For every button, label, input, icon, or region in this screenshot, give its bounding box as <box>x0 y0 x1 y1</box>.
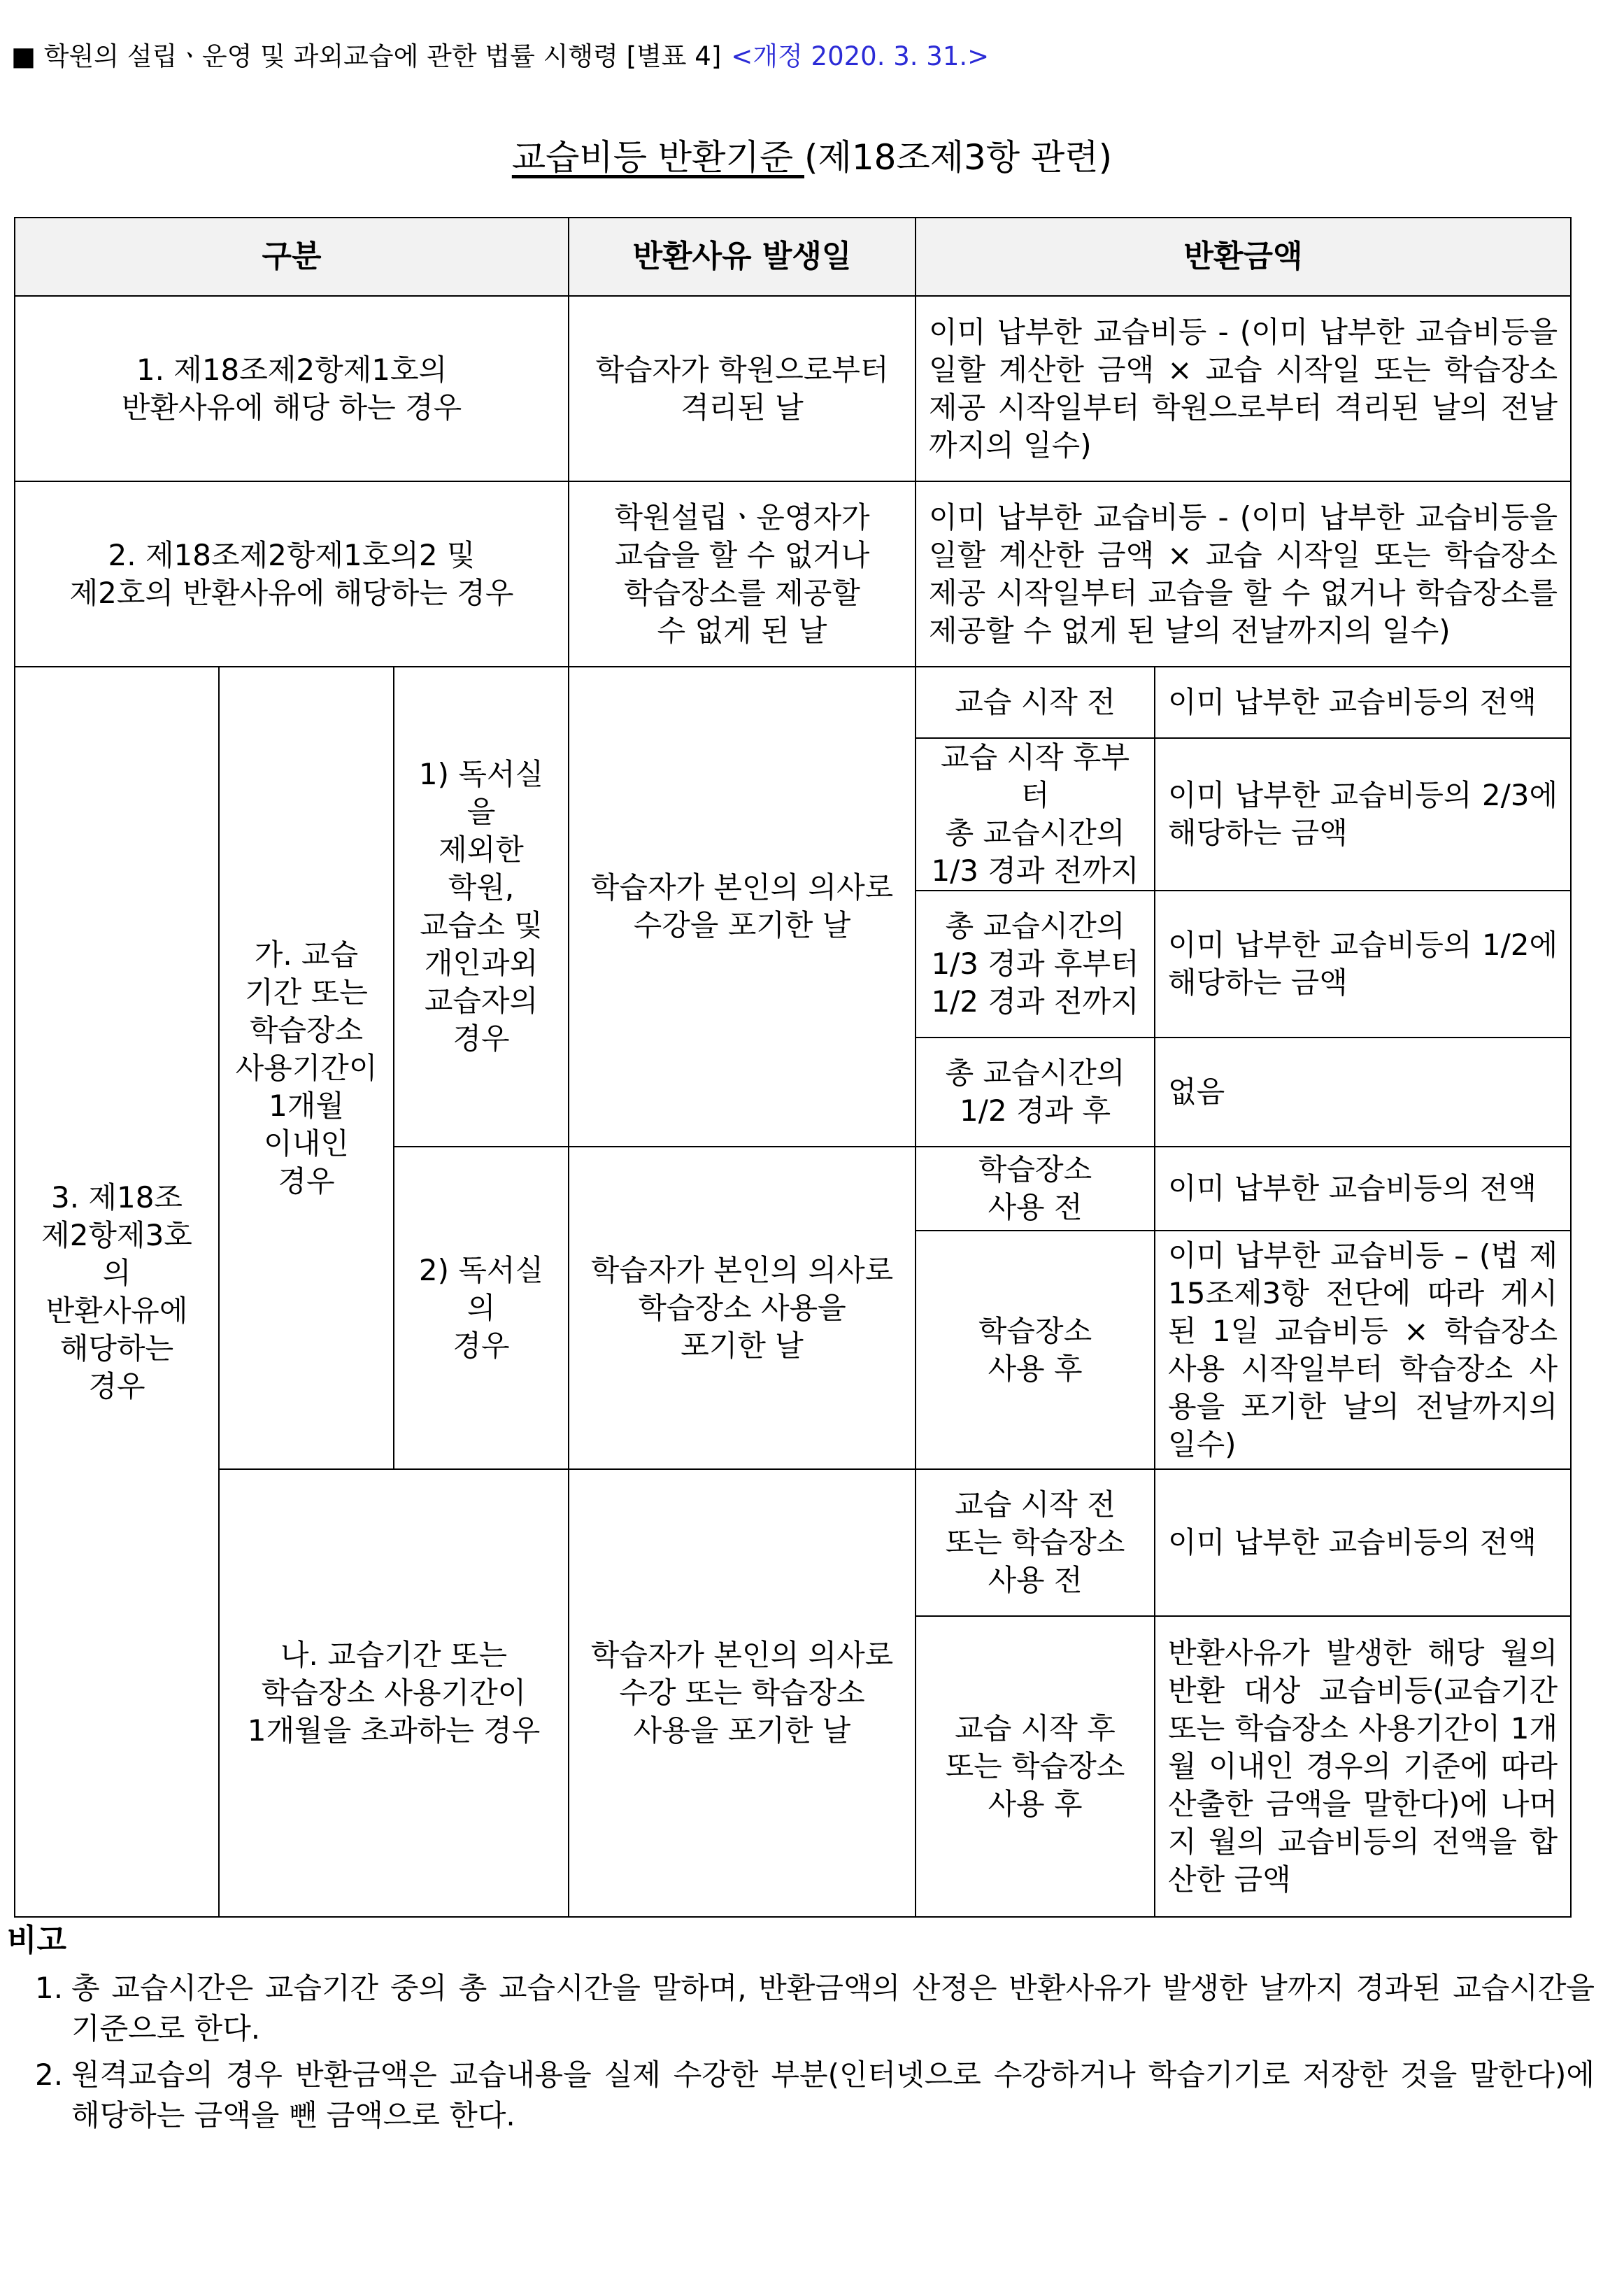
title-main: 교습비등 반환기준 <box>511 137 805 178</box>
amount-cell: 이미 납부한 교습비등의 전액 <box>1155 1469 1571 1616</box>
table-row <box>15 296 1571 481</box>
period-cell: 총 교습시간의 1/2 경과 후 <box>916 1038 1155 1147</box>
table-row <box>15 667 1571 738</box>
document-header <box>11 38 989 76</box>
header-law-title: ■ 학원의 설립ㆍ운영 및 과외교습에 관한 법률 시행령 [별표 4] <box>11 41 722 71</box>
row2-amount: 이미 납부한 교습비등 - (이미 납부한 교습비등을 일할 계산한 금액 × 교습 시작일 또는 학습장소 제공 시작일부터 교습을 할 수 없거나 학습장소를 제공할 수 없게 된 날의 전날까지의 일수) <box>916 481 1571 667</box>
row1-amount: 이미 납부한 교습비등 - (이미 납부한 교습비등을 일할 계산한 금액 × 교습 시작일 또는 학습장소 제공 시작일부터 학원으로부터 격리된 날의 전날까지의 일수) <box>916 296 1571 481</box>
row3-ga-sub1-date: 학습자가 본인의 의사로 수강을 포기한 날 <box>569 667 916 1147</box>
row3-ga-label: 가. 교습 기간 또는 학습장소 사용기간이 1개월 이내인 경우 <box>219 667 394 1469</box>
amount-cell: 이미 납부한 교습비등의 2/3에 해당하는 금액 <box>1155 738 1571 891</box>
amount-cell: 이미 납부한 교습비등 – (법 제15조제3항 전단에 따라 게시된 1일 교습비등 × 학습장소 사용 시작일부터 학습장소 사용을 포기한 날의 전날까지의 일수) <box>1155 1231 1571 1469</box>
table-row <box>15 1469 1571 1616</box>
period-cell: 총 교습시간의 1/3 경과 후부터 1/2 경과 전까지 <box>916 891 1155 1038</box>
remarks-section <box>7 1920 1595 2141</box>
row1-date: 학습자가 학원으로부터 격리된 날 <box>569 296 916 481</box>
table-header-row <box>15 218 1571 296</box>
amount-cell: 이미 납부한 교습비등의 전액 <box>1155 1147 1571 1231</box>
remark-text: 원격교습의 경우 반환금액은 교습내용을 실제 수강한 부분(인터넷으로 수강하거나 학습기기로 저장한 것을 말한다)에 해당하는 금액을 뺀 금액으로 한다. <box>71 2058 1595 2132</box>
remark-item <box>7 2055 1595 2136</box>
row2-date: 학원설립ㆍ운영자가 교습을 할 수 없거나 학습장소를 제공할 수 없게 된 날 <box>569 481 916 667</box>
row3-na-date: 학습자가 본인의 의사로 수강 또는 학습장소 사용을 포기한 날 <box>569 1469 916 1917</box>
row3-na-label: 나. 교습기간 또는 학습장소 사용기간이 1개월을 초과하는 경우 <box>219 1469 569 1917</box>
row2-category: 2. 제18조제2항제1호의2 및 제2호의 반환사유에 해당하는 경우 <box>15 481 569 667</box>
amount-cell: 이미 납부한 교습비등의 전액 <box>1155 667 1571 738</box>
header-amount: 반환금액 <box>916 218 1571 296</box>
period-cell: 교습 시작 후부터 총 교습시간의 1/3 경과 전까지 <box>916 738 1155 891</box>
refund-criteria-table <box>14 217 1572 1918</box>
row3-ga-sub1-label: 1) 독서실을 제외한 학원, 교습소 및 개인과외 교습자의 경우 <box>394 667 569 1147</box>
period-cell: 교습 시작 전 <box>916 667 1155 738</box>
header-category: 구분 <box>15 218 569 296</box>
period-cell: 학습장소 사용 전 <box>916 1147 1155 1231</box>
period-cell: 교습 시작 전 또는 학습장소 사용 전 <box>916 1469 1155 1616</box>
title-sub: (제18조제3항 관련) <box>804 137 1113 178</box>
row3-ga-sub2-date: 학습자가 본인의 의사로 학습장소 사용을 포기한 날 <box>569 1147 916 1469</box>
header-date: 반환사유 발생일 <box>569 218 916 296</box>
remarks-title: 비고 <box>7 1923 67 1958</box>
period-cell: 교습 시작 후 또는 학습장소 사용 후 <box>916 1616 1155 1917</box>
remark-item <box>7 1968 1595 2049</box>
document-title <box>0 133 1624 182</box>
remark-number: 2. <box>35 2058 64 2092</box>
remark-text: 총 교습시간은 교습기간 중의 총 교습시간을 말하며, 반환금액의 산정은 반환사유가 발생한 날까지 경과된 교습시간을 기준으로 한다. <box>71 1971 1595 2046</box>
remark-number: 1. <box>35 1971 64 2005</box>
row1-category: 1. 제18조제2항제1호의 반환사유에 해당 하는 경우 <box>15 296 569 481</box>
amount-cell: 이미 납부한 교습비등의 1/2에 해당하는 금액 <box>1155 891 1571 1038</box>
table-row <box>15 481 1571 667</box>
row3-category: 3. 제18조 제2항제3호의 반환사유에 해당하는 경우 <box>15 667 219 1917</box>
period-cell: 학습장소 사용 후 <box>916 1231 1155 1469</box>
row3-ga-sub2-label: 2) 독서실의 경우 <box>394 1147 569 1469</box>
amount-cell: 반환사유가 발생한 해당 월의 반환 대상 교습비등(교습기간 또는 학습장소 사용기간이 1개월 이내인 경우의 기준에 따라 산출한 금액을 말한다)에 나머지 월의 교습비등의 전액을 합산한 금액 <box>1155 1616 1571 1917</box>
amount-cell: 없음 <box>1155 1038 1571 1147</box>
amendment-date: <개정 2020. 3. 31.> <box>731 41 990 71</box>
